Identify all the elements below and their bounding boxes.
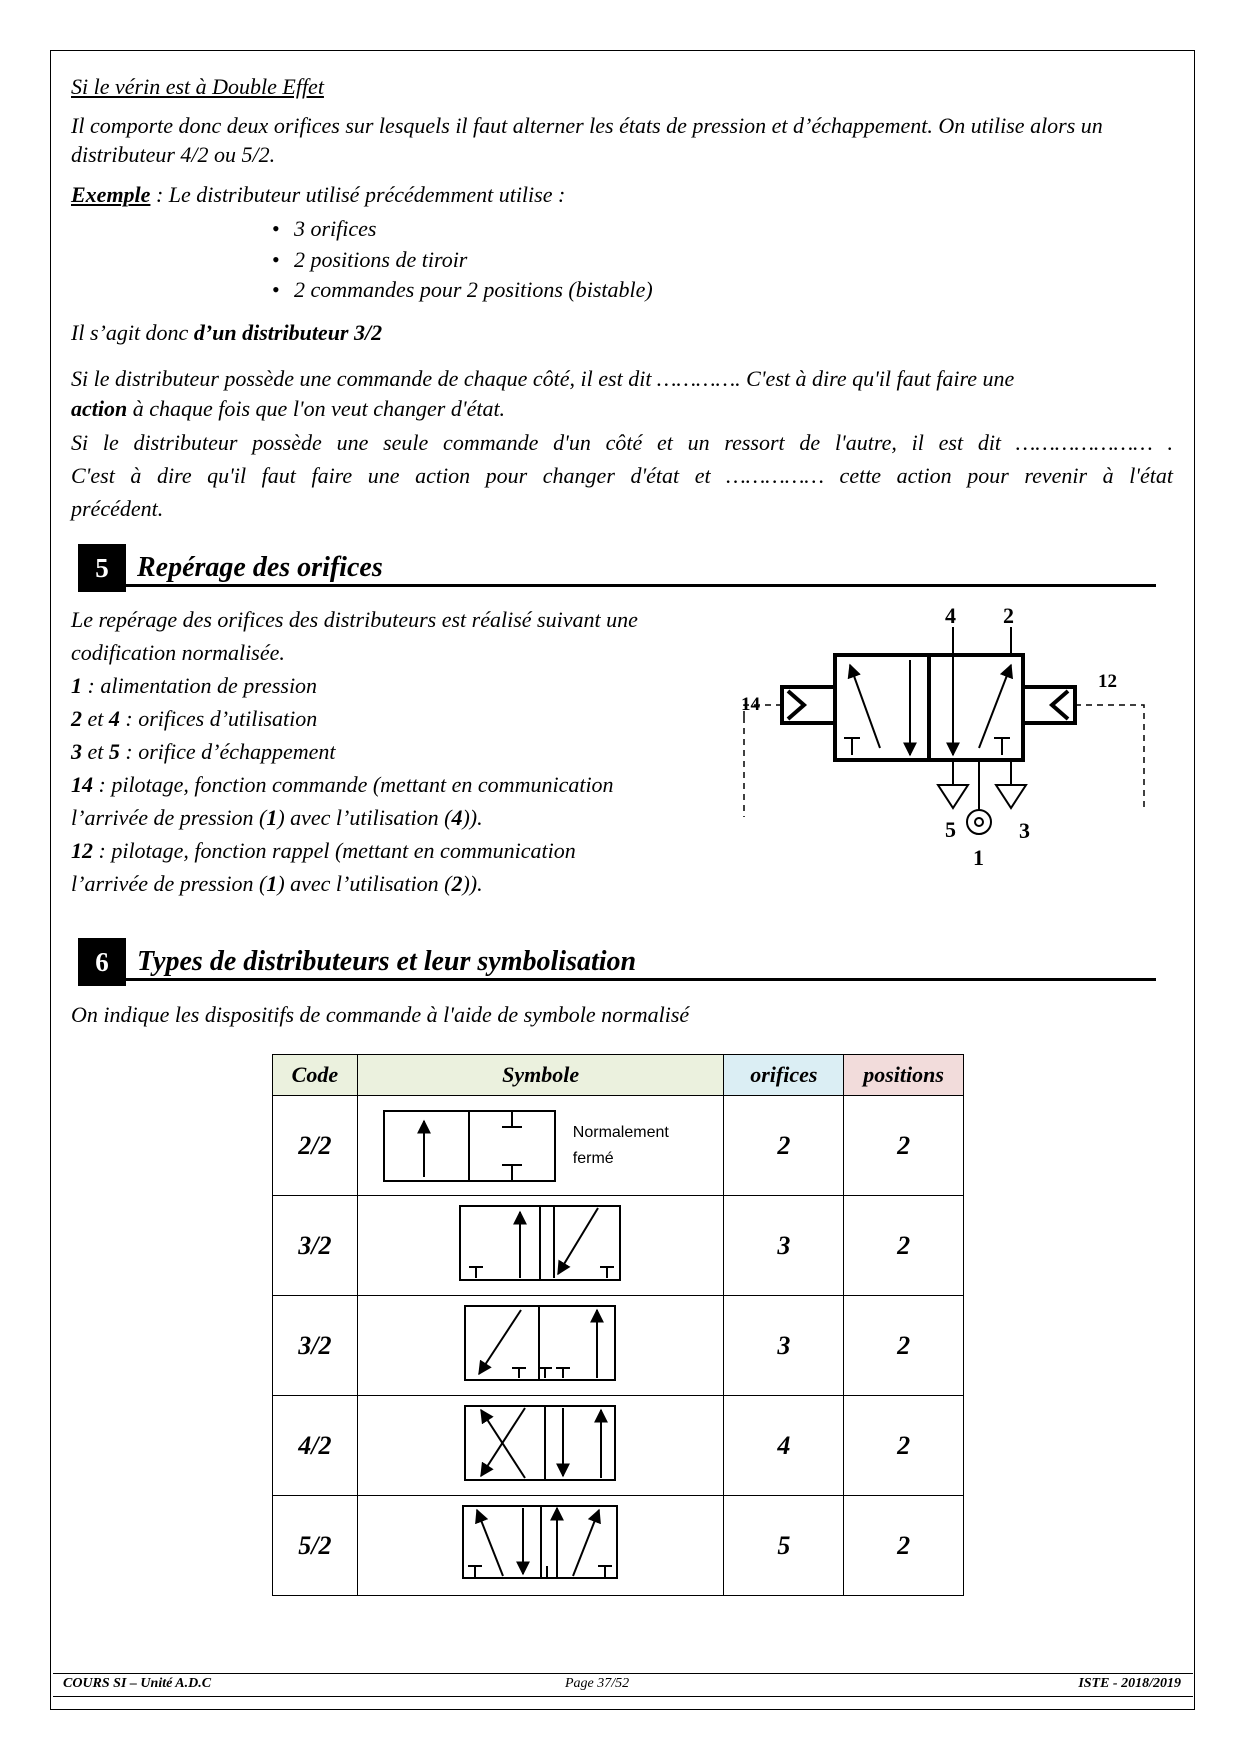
- port-3-5-line: [71, 737, 336, 766]
- bullet-item: • 3 orifices: [268, 214, 653, 245]
- table-row: [273, 1296, 964, 1396]
- port-2-4-line: [71, 704, 317, 733]
- code-cell: 3/2: [273, 1296, 358, 1396]
- pilot-14-line-2: [71, 803, 483, 832]
- s5-line2: codification normalisée.: [71, 640, 285, 665]
- example-text: : Le distributeur utilisé précédemment utilise :: [150, 182, 566, 207]
- label-port-1: 1: [973, 845, 984, 870]
- conclusion-prefix: Il s’agit donc: [71, 320, 194, 345]
- table-row: [273, 1196, 964, 1296]
- label-pilot-12: 12: [1098, 671, 1117, 692]
- footer-page-number: Page 37/52: [565, 1676, 630, 1691]
- conclusion-bold: d’un distributeur 3/2: [193, 320, 383, 345]
- pilot-12-line: [71, 836, 576, 865]
- valve-port-diagram: [730, 605, 1160, 875]
- distributor-table: [272, 1054, 964, 1596]
- port-num: 1: [71, 673, 82, 698]
- mono-line-2: C'est à dire qu'il faut faire une action pour changer d'état et …………… cette action pour revenir à l'état: [71, 463, 1173, 488]
- symbol-cell: [357, 1096, 724, 1196]
- positions-cell: 2: [844, 1096, 964, 1196]
- example-label: Exemple: [71, 182, 151, 207]
- bistable-line: Si le distributeur possède une commande de chaque côté, il est dit …………. C'est à dire qu'il faut faire une: [71, 366, 1015, 391]
- bullet-item: • 2 positions de tiroir: [268, 245, 653, 276]
- positions-cell: 2: [844, 1196, 964, 1296]
- text: l’arrivée de pression (: [71, 871, 267, 896]
- symbol-cell: [357, 1196, 724, 1296]
- text: )).: [462, 871, 483, 896]
- normally-closed-note: [573, 1120, 669, 1172]
- section-6-intro: On indique les dispositifs de commande à l'aide de symbole normalisé: [71, 1002, 690, 1027]
- header-positions: positions: [844, 1055, 964, 1096]
- s5-line1: Le repérage des orifices des distributeurs est réalisé suivant une: [71, 607, 638, 632]
- header-orifices: orifices: [724, 1055, 844, 1096]
- text: ) avec l’utilisation (: [277, 871, 452, 896]
- mono-line-3: précédent.: [71, 496, 164, 521]
- footer-school-year: ISTE - 2018/2019: [1078, 1676, 1181, 1691]
- port-num: 3: [71, 739, 82, 764]
- example-line: [71, 180, 565, 209]
- header-symbole: Symbole: [357, 1055, 724, 1096]
- orifices-cell: 3: [724, 1296, 844, 1396]
- note-line: fermé: [572, 1149, 614, 1167]
- table-row: [273, 1096, 964, 1196]
- note-line: Normalement: [572, 1123, 669, 1141]
- valve-4-2-icon: [463, 1404, 618, 1482]
- port-num: 2: [451, 871, 463, 896]
- double-effet-paragraph: Il comporte donc deux orifices sur lesquels il faut alterner les états de pression et d’échappement. On utilise alors un distributeur 4/2 ou 5/2.: [71, 113, 1103, 167]
- text: l’arrivée de pression (: [71, 805, 267, 830]
- pilot-14-line: [71, 770, 614, 799]
- example-bullet-list: [268, 214, 653, 306]
- mono-line-1: Si le distributeur possède une seule commande d'un côté et un ressort de l'autre, il est dit ………………… .: [71, 430, 1173, 455]
- section-5-title: Repérage des orifices: [137, 552, 383, 583]
- action-word: action: [71, 396, 128, 421]
- footer-course: COURS SI – Unité A.D.C: [63, 1676, 212, 1691]
- text: ) avec l’utilisation (: [277, 805, 452, 830]
- symbol-cell: [357, 1496, 724, 1596]
- port-num: 14: [71, 772, 93, 797]
- valve-3-2-no-icon: [463, 1304, 618, 1382]
- port-desc: : orifice d’échappement: [119, 739, 336, 764]
- table-header-row: [273, 1055, 964, 1096]
- table-row: [273, 1496, 964, 1596]
- code-cell: 2/2: [273, 1096, 358, 1196]
- positions-cell: 2: [844, 1296, 964, 1396]
- port-1-line: [71, 671, 317, 700]
- conclusion-line: [71, 318, 382, 347]
- port-num: 1: [266, 871, 278, 896]
- label-port-2: 2: [1003, 605, 1014, 628]
- and-word: et: [82, 739, 109, 764]
- label-pilot-14: 14: [741, 694, 760, 715]
- pilot-desc: : pilotage, fonction rappel (mettant en communication: [93, 838, 576, 863]
- symbol-cell: [357, 1296, 724, 1396]
- port-num: 1: [266, 805, 278, 830]
- port-desc: : alimentation de pression: [82, 673, 318, 698]
- port-desc: : orifices d’utilisation: [119, 706, 318, 731]
- bullet-item: • 2 commandes pour 2 positions (bistable): [268, 275, 653, 306]
- pilot-12-line-2: [71, 869, 483, 898]
- section-6-number: 6: [78, 938, 126, 986]
- label-port-5: 5: [945, 817, 956, 842]
- port-num: 5: [108, 739, 120, 764]
- pilot-desc: : pilotage, fonction commande (mettant en communication: [93, 772, 614, 797]
- double-effet-heading: Si le vérin est à Double Effet: [71, 74, 324, 99]
- orifices-cell: 5: [724, 1496, 844, 1596]
- section-6-title: Types de distributeurs et leur symbolisation: [137, 946, 637, 977]
- valve-2-2-icon: [382, 1107, 557, 1185]
- bistable-rest: à chaque fois que l'on veut changer d'état.: [127, 396, 506, 421]
- header-code: Code: [273, 1055, 358, 1096]
- symbol-cell: [357, 1396, 724, 1496]
- orifices-cell: 3: [724, 1196, 844, 1296]
- and-word: et: [82, 706, 109, 731]
- bistable-line-2: [71, 394, 505, 423]
- orifices-cell: 2: [724, 1096, 844, 1196]
- code-cell: 4/2: [273, 1396, 358, 1496]
- text: )).: [462, 805, 483, 830]
- label-port-4: 4: [945, 605, 956, 628]
- positions-cell: 2: [844, 1496, 964, 1596]
- valve-3-2-nc-icon: [458, 1204, 623, 1282]
- section-5-number: 5: [78, 544, 126, 592]
- page-footer: [53, 1673, 1193, 1697]
- port-num: 2: [71, 706, 82, 731]
- port-num: 4: [451, 805, 463, 830]
- section-6-rule: [126, 978, 1156, 981]
- table-row: [273, 1396, 964, 1496]
- label-port-3: 3: [1019, 818, 1030, 843]
- port-num: 12: [71, 838, 93, 863]
- valve-5-2-icon: [461, 1504, 621, 1582]
- port-num: 4: [108, 706, 120, 731]
- code-cell: 5/2: [273, 1496, 358, 1596]
- orifices-cell: 4: [724, 1396, 844, 1496]
- positions-cell: 2: [844, 1396, 964, 1496]
- code-cell: 3/2: [273, 1196, 358, 1296]
- section-5-rule: [126, 584, 1156, 587]
